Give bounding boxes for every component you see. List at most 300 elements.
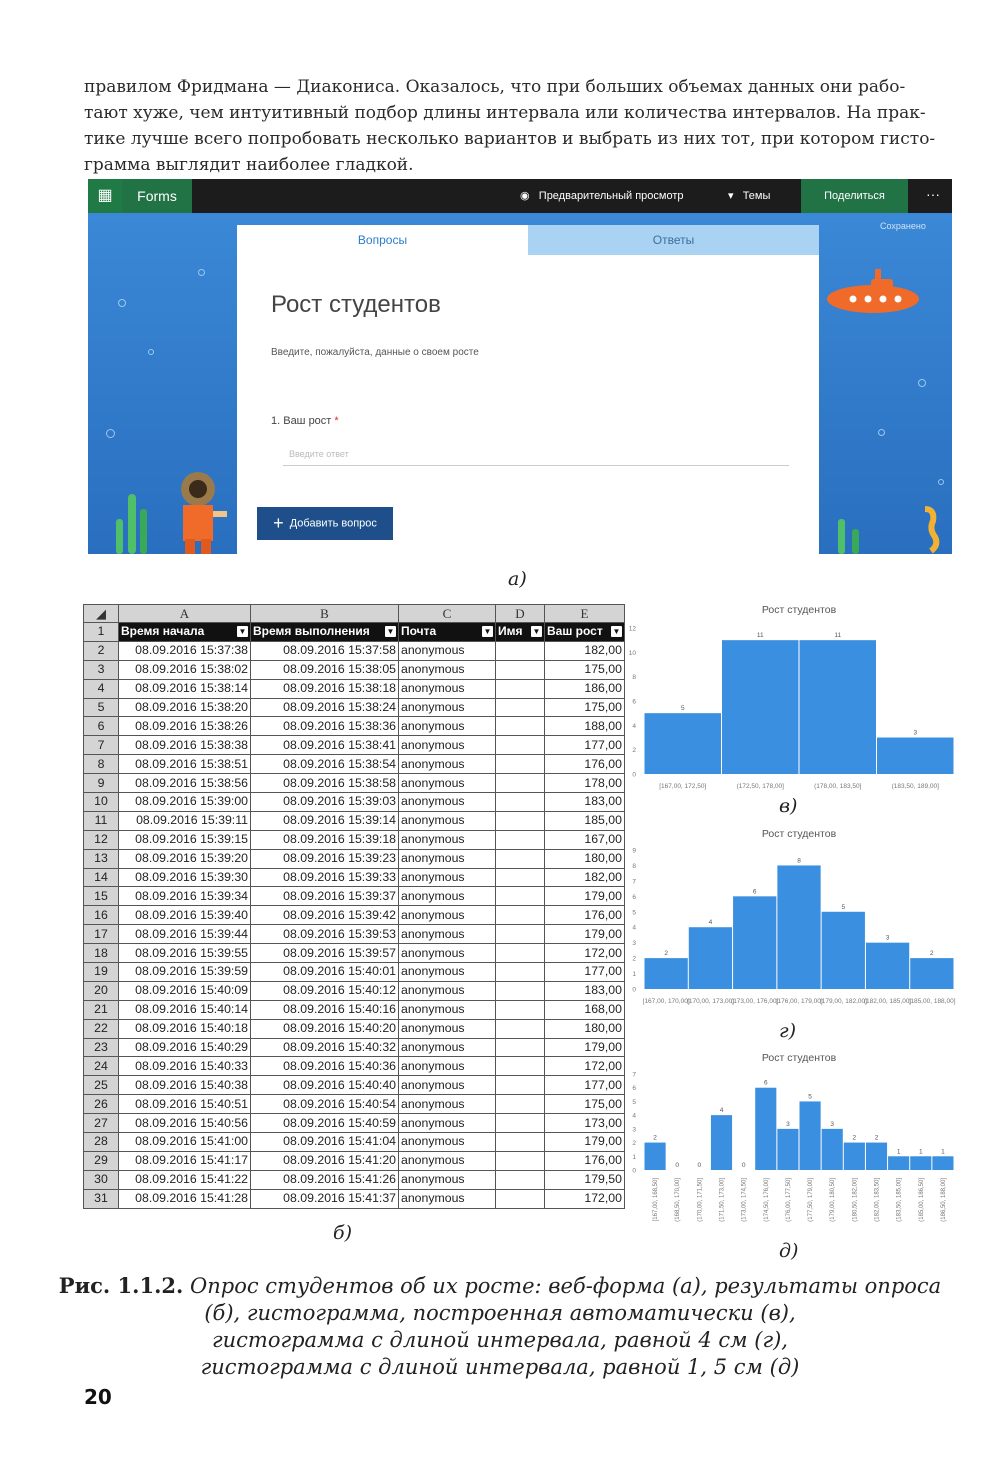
- row-number[interactable]: 31: [84, 1189, 119, 1208]
- paragraph-line: правилом Фридмана — Диакониса. Оказалось, что при больших объемах данных они рабо-: [84, 77, 906, 97]
- end-time-cell[interactable]: 08.09.2016 15:38:36: [251, 717, 399, 736]
- row-number[interactable]: 27: [84, 1114, 119, 1133]
- x-tick-label: (178,00, 183,50]: [814, 783, 862, 790]
- histogram-bar: [910, 958, 953, 989]
- row-number[interactable]: 26: [84, 1095, 119, 1114]
- email-cell[interactable]: anonymous: [399, 1000, 496, 1019]
- header-label: Время начала: [121, 624, 205, 639]
- histogram-bar: [645, 1143, 666, 1170]
- end-time-cell[interactable]: 08.09.2016 15:40:20: [251, 1019, 399, 1038]
- email-cell[interactable]: anonymous: [399, 1038, 496, 1057]
- height-cell[interactable]: 183,00: [545, 793, 625, 812]
- row-number[interactable]: 15: [84, 887, 119, 906]
- height-cell[interactable]: 180,00: [545, 849, 625, 868]
- end-time-cell[interactable]: 08.09.2016 15:39:03: [251, 793, 399, 812]
- header-cell[interactable]: [251, 623, 399, 642]
- bar-value-label: 2: [653, 1134, 657, 1142]
- name-cell[interactable]: [496, 906, 545, 925]
- x-tick-label: (180,50, 182,00]: [852, 1178, 859, 1222]
- email-cell[interactable]: anonymous: [399, 1151, 496, 1170]
- start-time-cell[interactable]: 08.09.2016 15:40:29: [119, 1038, 251, 1057]
- filter-dropdown-icon[interactable]: ▼: [483, 627, 492, 637]
- x-tick-label: (173,00, 176,00]: [731, 998, 779, 1005]
- email-cell[interactable]: anonymous: [399, 1095, 496, 1114]
- bar-value-label: 3: [830, 1120, 835, 1128]
- bubble: [118, 299, 126, 307]
- row-number[interactable]: 4: [84, 679, 119, 698]
- header-cell[interactable]: [496, 623, 545, 642]
- height-cell[interactable]: 173,00: [545, 1114, 625, 1133]
- x-tick-label: (186,50, 188,00]: [940, 1178, 947, 1222]
- bubble: [198, 269, 205, 276]
- tab-questions[interactable]: Вопросы: [237, 225, 528, 255]
- name-cell[interactable]: [496, 868, 545, 887]
- table-row: [84, 1189, 625, 1208]
- label-g: г): [779, 1020, 797, 1042]
- saved-status: Сохранено: [880, 221, 926, 231]
- row-number[interactable]: 25: [84, 1076, 119, 1095]
- start-time-cell[interactable]: 08.09.2016 15:38:20: [119, 698, 251, 717]
- email-cell[interactable]: anonymous: [399, 736, 496, 755]
- forms-screenshot: [88, 179, 952, 554]
- email-cell[interactable]: anonymous: [399, 963, 496, 982]
- x-tick-label: (177,50, 179,00]: [808, 1178, 815, 1222]
- row-number[interactable]: 28: [84, 1133, 119, 1152]
- name-cell[interactable]: [496, 1189, 545, 1208]
- caption-line: Опрос студентов об их росте: веб-форма (а), результаты опроса: [190, 1274, 942, 1298]
- end-time-cell[interactable]: 08.09.2016 15:38:05: [251, 660, 399, 679]
- table-row: [84, 963, 625, 982]
- table-row: [84, 944, 625, 963]
- y-tick-label: 0: [632, 986, 636, 994]
- preview-label: Предварительный просмотр: [538, 190, 684, 202]
- start-time-cell[interactable]: 08.09.2016 15:38:51: [119, 755, 251, 774]
- row-number[interactable]: 7: [84, 736, 119, 755]
- row-number[interactable]: 14: [84, 868, 119, 887]
- email-cell[interactable]: anonymous: [399, 1057, 496, 1076]
- email-cell[interactable]: anonymous: [399, 830, 496, 849]
- height-cell[interactable]: 175,00: [545, 698, 625, 717]
- end-time-cell[interactable]: 08.09.2016 15:41:20: [251, 1151, 399, 1170]
- x-tick-label: (172,50, 178,00]: [736, 783, 784, 790]
- table-row: [84, 1133, 625, 1152]
- y-tick-label: 1: [632, 971, 636, 979]
- row-number[interactable]: 29: [84, 1151, 119, 1170]
- email-cell[interactable]: anonymous: [399, 1189, 496, 1208]
- label-b: б): [333, 1222, 353, 1244]
- filter-dropdown-icon[interactable]: ▼: [238, 627, 247, 637]
- x-tick-label: (168,50, 170,00]: [675, 1178, 682, 1222]
- header-cell[interactable]: [119, 623, 251, 642]
- row-number[interactable]: 11: [84, 811, 119, 830]
- name-cell[interactable]: [496, 679, 545, 698]
- column-header[interactable]: B: [251, 605, 399, 623]
- filter-dropdown-icon[interactable]: ▼: [386, 627, 395, 637]
- height-cell[interactable]: 188,00: [545, 717, 625, 736]
- form-description[interactable]: Введите, пожалуйста, данные о своем росте: [271, 347, 479, 358]
- start-time-cell[interactable]: 08.09.2016 15:39:59: [119, 963, 251, 982]
- height-cell[interactable]: 180,00: [545, 1019, 625, 1038]
- height-cell[interactable]: 177,00: [545, 963, 625, 982]
- email-cell[interactable]: anonymous: [399, 793, 496, 812]
- end-time-cell[interactable]: 08.09.2016 15:39:23: [251, 849, 399, 868]
- row-number[interactable]: 24: [84, 1057, 119, 1076]
- row-number[interactable]: 13: [84, 849, 119, 868]
- email-cell[interactable]: anonymous: [399, 755, 496, 774]
- end-time-cell[interactable]: 08.09.2016 15:37:58: [251, 641, 399, 660]
- themes-button[interactable]: [728, 179, 770, 213]
- row-number[interactable]: 5: [84, 698, 119, 717]
- name-cell[interactable]: [496, 1057, 545, 1076]
- height-cell[interactable]: 167,00: [545, 830, 625, 849]
- start-time-cell[interactable]: 08.09.2016 15:41:22: [119, 1170, 251, 1189]
- required-mark: *: [334, 415, 339, 427]
- start-time-cell[interactable]: 08.09.2016 15:39:44: [119, 925, 251, 944]
- height-cell[interactable]: 186,00: [545, 679, 625, 698]
- name-cell[interactable]: [496, 944, 545, 963]
- name-cell[interactable]: [496, 1076, 545, 1095]
- row-number[interactable]: 2: [84, 641, 119, 660]
- name-cell[interactable]: [496, 698, 545, 717]
- row-number[interactable]: 30: [84, 1170, 119, 1189]
- name-cell[interactable]: [496, 1038, 545, 1057]
- email-cell[interactable]: anonymous: [399, 887, 496, 906]
- email-cell[interactable]: anonymous: [399, 981, 496, 1000]
- table-row: [84, 925, 625, 944]
- height-cell[interactable]: 179,00: [545, 887, 625, 906]
- table-row: [84, 1151, 625, 1170]
- end-time-cell[interactable]: 08.09.2016 15:40:54: [251, 1095, 399, 1114]
- start-time-cell[interactable]: 08.09.2016 15:40:38: [119, 1076, 251, 1095]
- form-title[interactable]: Рост студентов: [271, 291, 441, 318]
- email-cell[interactable]: anonymous: [399, 698, 496, 717]
- height-cell[interactable]: 177,00: [545, 736, 625, 755]
- bar-value-label: 0: [741, 1162, 746, 1169]
- label-a: а): [508, 568, 527, 590]
- email-cell[interactable]: anonymous: [399, 1170, 496, 1189]
- histogram-bar: [733, 896, 776, 989]
- email-cell[interactable]: anonymous: [399, 1019, 496, 1038]
- height-cell[interactable]: 182,00: [545, 641, 625, 660]
- row-number[interactable]: 21: [84, 1000, 119, 1019]
- height-cell[interactable]: 176,00: [545, 906, 625, 925]
- end-time-cell[interactable]: 08.09.2016 15:41:04: [251, 1133, 399, 1152]
- preview-button[interactable]: [520, 179, 683, 213]
- start-time-cell[interactable]: 08.09.2016 15:39:34: [119, 887, 251, 906]
- start-time-cell[interactable]: 08.09.2016 15:41:00: [119, 1133, 251, 1152]
- row-number[interactable]: 16: [84, 906, 119, 925]
- email-cell[interactable]: anonymous: [399, 1133, 496, 1152]
- end-time-cell[interactable]: 08.09.2016 15:38:18: [251, 679, 399, 698]
- y-tick-label: 2: [632, 1140, 636, 1148]
- height-cell[interactable]: 175,00: [545, 1095, 625, 1114]
- answer-input[interactable]: Введите ответ: [283, 443, 789, 466]
- histogram-bar: [910, 1156, 931, 1170]
- row-number[interactable]: 17: [84, 925, 119, 944]
- app-name[interactable]: Forms: [122, 179, 192, 213]
- row-number[interactable]: 1: [84, 623, 119, 642]
- end-time-cell[interactable]: 08.09.2016 15:39:57: [251, 944, 399, 963]
- name-cell[interactable]: [496, 811, 545, 830]
- email-cell[interactable]: anonymous: [399, 811, 496, 830]
- caption-line: гистограмма с длиной интервала, равной 1, 5 см (д): [200, 1355, 800, 1379]
- start-time-cell[interactable]: 08.09.2016 15:38:26: [119, 717, 251, 736]
- start-time-cell[interactable]: 08.09.2016 15:41:28: [119, 1189, 251, 1208]
- row-number[interactable]: 23: [84, 1038, 119, 1057]
- email-cell[interactable]: anonymous: [399, 717, 496, 736]
- y-tick-label: 6: [632, 893, 636, 901]
- table-row: [84, 1114, 625, 1133]
- table-row: [84, 736, 625, 755]
- y-tick-label: 4: [632, 722, 636, 730]
- tab-answers[interactable]: Ответы: [528, 225, 819, 255]
- question-label[interactable]: [271, 415, 339, 427]
- caption-line: гистограмма с длиной интервала, равной 4 см (г),: [212, 1328, 788, 1352]
- end-time-cell[interactable]: 08.09.2016 15:39:37: [251, 887, 399, 906]
- name-cell[interactable]: [496, 736, 545, 755]
- end-time-cell[interactable]: 08.09.2016 15:40:32: [251, 1038, 399, 1057]
- email-cell[interactable]: anonymous: [399, 944, 496, 963]
- label-d: д): [779, 1240, 799, 1262]
- x-tick-label: (182,00, 183,50]: [874, 1178, 881, 1222]
- start-time-cell[interactable]: 08.09.2016 15:40:18: [119, 1019, 251, 1038]
- row-number[interactable]: 3: [84, 660, 119, 679]
- y-tick-label: 0: [632, 1167, 636, 1175]
- end-time-cell[interactable]: 08.09.2016 15:40:01: [251, 963, 399, 982]
- histogram-bar: [689, 927, 732, 989]
- name-cell[interactable]: [496, 641, 545, 660]
- name-cell[interactable]: [496, 830, 545, 849]
- end-time-cell[interactable]: 08.09.2016 15:40:36: [251, 1057, 399, 1076]
- start-time-cell[interactable]: 08.09.2016 15:40:09: [119, 981, 251, 1000]
- name-cell[interactable]: [496, 849, 545, 868]
- start-time-cell[interactable]: 08.09.2016 15:39:11: [119, 811, 251, 830]
- height-cell[interactable]: 183,00: [545, 981, 625, 1000]
- y-tick-label: 3: [632, 940, 636, 948]
- histogram-1-5cm: [622, 1046, 958, 1236]
- end-time-cell[interactable]: 08.09.2016 15:41:37: [251, 1189, 399, 1208]
- name-cell[interactable]: [496, 793, 545, 812]
- start-time-cell[interactable]: 08.09.2016 15:39:30: [119, 868, 251, 887]
- name-cell[interactable]: [496, 1095, 545, 1114]
- name-cell[interactable]: [496, 1114, 545, 1133]
- y-tick-label: 6: [632, 698, 636, 706]
- histogram-bar: [777, 865, 820, 989]
- height-cell[interactable]: 177,00: [545, 1076, 625, 1095]
- bubble: [148, 349, 154, 355]
- row-number[interactable]: 10: [84, 793, 119, 812]
- table-row: [84, 641, 625, 660]
- y-tick-label: 4: [632, 924, 636, 932]
- column-header[interactable]: D: [496, 605, 545, 623]
- email-cell[interactable]: anonymous: [399, 906, 496, 925]
- histogram-bar: [877, 738, 954, 775]
- name-cell[interactable]: [496, 1170, 545, 1189]
- x-tick-label: (182,00, 185,00]: [863, 998, 912, 1005]
- name-cell[interactable]: [496, 717, 545, 736]
- y-tick-label: 5: [632, 1098, 636, 1106]
- histogram-auto: [622, 598, 958, 796]
- chart-title: Рост студентов: [761, 828, 837, 840]
- results-spreadsheet: [83, 604, 625, 1209]
- name-cell[interactable]: [496, 887, 545, 906]
- email-cell[interactable]: anonymous: [399, 1076, 496, 1095]
- end-time-cell[interactable]: 08.09.2016 15:38:41: [251, 736, 399, 755]
- table-row: [84, 1000, 625, 1019]
- name-cell[interactable]: [496, 1133, 545, 1152]
- plus-icon: +: [273, 513, 284, 533]
- app-launcher-icon[interactable]: ▦: [88, 179, 122, 213]
- name-cell[interactable]: [496, 1019, 545, 1038]
- email-cell[interactable]: anonymous: [399, 849, 496, 868]
- email-cell[interactable]: anonymous: [399, 660, 496, 679]
- header-cell[interactable]: [399, 623, 496, 642]
- x-tick-label: (183,50, 189,00]: [891, 783, 939, 790]
- more-options-button[interactable]: ···: [926, 186, 940, 202]
- start-time-cell[interactable]: 08.09.2016 15:38:56: [119, 774, 251, 793]
- bar-value-label: 11: [756, 632, 764, 640]
- height-cell[interactable]: 178,00: [545, 774, 625, 793]
- histogram-bar: [777, 1129, 798, 1170]
- histogram-bar: [800, 640, 877, 774]
- height-cell[interactable]: 168,00: [545, 1000, 625, 1019]
- end-time-cell[interactable]: 08.09.2016 15:39:42: [251, 906, 399, 925]
- name-cell[interactable]: [496, 925, 545, 944]
- column-header[interactable]: C: [399, 605, 496, 623]
- start-time-cell[interactable]: 08.09.2016 15:37:38: [119, 641, 251, 660]
- end-time-cell[interactable]: 08.09.2016 15:39:18: [251, 830, 399, 849]
- themes-label: Темы: [742, 190, 771, 202]
- start-time-cell[interactable]: 08.09.2016 15:40:33: [119, 1057, 251, 1076]
- end-time-cell[interactable]: 08.09.2016 15:40:12: [251, 981, 399, 1000]
- height-cell[interactable]: 176,00: [545, 1151, 625, 1170]
- end-time-cell[interactable]: 08.09.2016 15:40:40: [251, 1076, 399, 1095]
- start-time-cell[interactable]: 08.09.2016 15:39:00: [119, 793, 251, 812]
- email-cell[interactable]: anonymous: [399, 641, 496, 660]
- row-number[interactable]: 9: [84, 774, 119, 793]
- height-cell[interactable]: 179,00: [545, 1038, 625, 1057]
- row-number[interactable]: 19: [84, 963, 119, 982]
- histogram-bar: [888, 1156, 909, 1170]
- column-header[interactable]: A: [119, 605, 251, 623]
- end-time-cell[interactable]: 08.09.2016 15:38:54: [251, 755, 399, 774]
- start-time-cell[interactable]: 08.09.2016 15:39:15: [119, 830, 251, 849]
- histogram-bar: [645, 958, 688, 989]
- bubble: [918, 379, 926, 387]
- histogram-bar: [800, 1101, 821, 1170]
- row-number[interactable]: 8: [84, 755, 119, 774]
- name-cell[interactable]: [496, 963, 545, 982]
- height-cell[interactable]: 182,00: [545, 868, 625, 887]
- table-row: [84, 830, 625, 849]
- add-question-button[interactable]: [257, 507, 393, 540]
- height-cell[interactable]: 172,00: [545, 1189, 625, 1208]
- height-cell[interactable]: 179,50: [545, 1170, 625, 1189]
- end-time-cell[interactable]: 08.09.2016 15:40:16: [251, 1000, 399, 1019]
- end-time-cell[interactable]: 08.09.2016 15:38:58: [251, 774, 399, 793]
- histogram-bar: [866, 1143, 887, 1170]
- height-cell[interactable]: 179,00: [545, 1133, 625, 1152]
- select-all-corner[interactable]: ◢: [84, 605, 119, 623]
- paragraph-line: тике лучше всего попробовать несколько вариантов и выбрать из них тот, при котором гисто-: [84, 129, 936, 149]
- end-time-cell[interactable]: 08.09.2016 15:39:33: [251, 868, 399, 887]
- row-number[interactable]: 22: [84, 1019, 119, 1038]
- table-row: [84, 793, 625, 812]
- end-time-cell[interactable]: 08.09.2016 15:41:26: [251, 1170, 399, 1189]
- bubble: [878, 429, 885, 436]
- filter-dropdown-icon[interactable]: ▼: [532, 627, 541, 637]
- start-time-cell[interactable]: 08.09.2016 15:38:38: [119, 736, 251, 755]
- end-time-cell[interactable]: 08.09.2016 15:40:59: [251, 1114, 399, 1133]
- height-cell[interactable]: 179,00: [545, 925, 625, 944]
- y-tick-label: 10: [628, 649, 636, 657]
- histogram-bar: [932, 1156, 953, 1170]
- start-time-cell[interactable]: 08.09.2016 15:39:40: [119, 906, 251, 925]
- table-row: [84, 660, 625, 679]
- seaweed-left-illustration: [98, 489, 178, 554]
- name-cell[interactable]: [496, 774, 545, 793]
- name-cell[interactable]: [496, 1000, 545, 1019]
- y-tick-label: 2: [632, 747, 636, 755]
- end-time-cell[interactable]: 08.09.2016 15:38:24: [251, 698, 399, 717]
- height-cell[interactable]: 175,00: [545, 660, 625, 679]
- bar-value-label: 2: [664, 950, 668, 958]
- email-cell[interactable]: anonymous: [399, 925, 496, 944]
- start-time-cell[interactable]: 08.09.2016 15:40:56: [119, 1114, 251, 1133]
- y-tick-label: 1: [632, 1153, 636, 1161]
- name-cell[interactable]: [496, 660, 545, 679]
- email-cell[interactable]: anonymous: [399, 774, 496, 793]
- share-button[interactable]: Поделиться: [801, 179, 908, 213]
- y-tick-label: 7: [632, 878, 636, 886]
- row-number[interactable]: 12: [84, 830, 119, 849]
- header-cell[interactable]: [545, 623, 625, 642]
- start-time-cell[interactable]: 08.09.2016 15:39:55: [119, 944, 251, 963]
- x-tick-label: (171,50, 173,00]: [719, 1178, 726, 1222]
- histogram-bar: [755, 1088, 776, 1170]
- height-cell[interactable]: 172,00: [545, 944, 625, 963]
- x-tick-label: [167,00, 170,00]: [642, 998, 690, 1005]
- email-cell[interactable]: anonymous: [399, 1114, 496, 1133]
- height-cell[interactable]: 172,00: [545, 1057, 625, 1076]
- height-cell[interactable]: 176,00: [545, 755, 625, 774]
- label-v: в): [779, 795, 798, 817]
- start-time-cell[interactable]: 08.09.2016 15:39:20: [119, 849, 251, 868]
- x-tick-label: (179,00, 180,50]: [830, 1178, 837, 1222]
- paragraph-line: грамма выглядит наиболее гладкой.: [84, 155, 414, 175]
- filter-dropdown-icon[interactable]: ▼: [612, 627, 621, 637]
- name-cell[interactable]: [496, 1151, 545, 1170]
- email-cell[interactable]: anonymous: [399, 868, 496, 887]
- end-time-cell[interactable]: 08.09.2016 15:39:53: [251, 925, 399, 944]
- height-cell[interactable]: 185,00: [545, 811, 625, 830]
- column-header[interactable]: E: [545, 605, 625, 623]
- start-time-cell[interactable]: 08.09.2016 15:40:51: [119, 1095, 251, 1114]
- start-time-cell[interactable]: 08.09.2016 15:40:14: [119, 1000, 251, 1019]
- email-cell[interactable]: anonymous: [399, 679, 496, 698]
- start-time-cell[interactable]: 08.09.2016 15:38:14: [119, 679, 251, 698]
- bar-value-label: 1: [896, 1148, 901, 1156]
- end-time-cell[interactable]: 08.09.2016 15:39:14: [251, 811, 399, 830]
- start-time-cell[interactable]: 08.09.2016 15:41:17: [119, 1151, 251, 1170]
- row-number[interactable]: 18: [84, 944, 119, 963]
- name-cell[interactable]: [496, 981, 545, 1000]
- row-number[interactable]: 20: [84, 981, 119, 1000]
- row-number[interactable]: 6: [84, 717, 119, 736]
- name-cell[interactable]: [496, 755, 545, 774]
- start-time-cell[interactable]: 08.09.2016 15:38:02: [119, 660, 251, 679]
- bar-value-label: 4: [719, 1107, 724, 1115]
